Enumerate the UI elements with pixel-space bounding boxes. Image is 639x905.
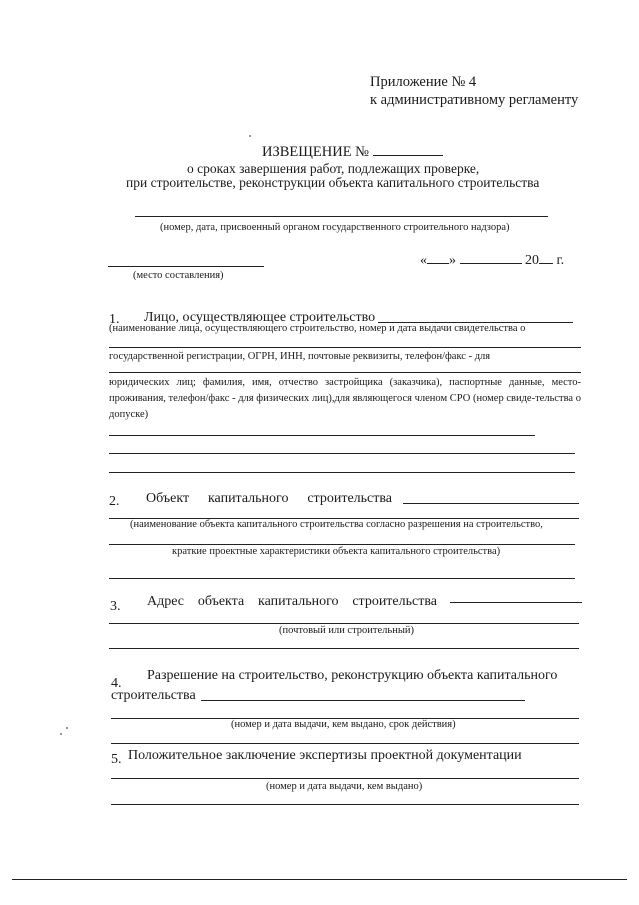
item-1-line-a[interactable] xyxy=(109,347,581,348)
item-2-caption-1: (наименование объекта капитального строительства согласно разрешения на строительство, xyxy=(130,519,543,530)
item-1-number: 1. xyxy=(109,312,120,327)
item-4-caption: (номер и дата выдачи, кем выдано, срок действия) xyxy=(231,719,456,730)
item-2-line-c[interactable] xyxy=(109,578,575,579)
date-year-suffix: г. xyxy=(556,253,565,268)
item-3-word-2: объекта xyxy=(197,594,245,609)
item-5-number: 5. xyxy=(111,752,122,767)
item-1-caption-1: (наименование лица, осуществляющего строительство, номер и дата выдачи свидетельства о xyxy=(109,323,526,334)
date-quote-open: « xyxy=(420,253,427,268)
scan-speck xyxy=(249,135,251,137)
item-3-caption: (почтовый или строительный) xyxy=(279,625,414,636)
item-3-word-3: капитального xyxy=(258,594,339,609)
item-1-caption-2: государственной регистрации, ОГРН, ИНН, почтовые реквизиты, телефон/факс - для xyxy=(109,351,491,362)
item-3-field[interactable] xyxy=(450,602,582,603)
registry-caption: (номер, дата, присвоенный органом государственного строительного надзора) xyxy=(160,222,510,233)
notice-number-field[interactable] xyxy=(373,143,443,156)
item-2-number: 2. xyxy=(109,494,120,509)
item-3-line-b[interactable] xyxy=(109,648,579,649)
place-caption: (место составления) xyxy=(133,270,224,281)
item-5-line-a[interactable] xyxy=(111,778,579,779)
item-5-label: Положительное заключение экспертизы проектной документации xyxy=(128,748,522,763)
title-text: ИЗВЕЩЕНИЕ № xyxy=(262,144,370,160)
item-3-word-4: строительства xyxy=(352,594,437,609)
item-2-field[interactable] xyxy=(403,503,579,504)
item-4-number: 4. xyxy=(111,676,122,691)
item-2-label xyxy=(146,491,392,507)
date-year-field[interactable] xyxy=(539,251,553,264)
scan-speck xyxy=(66,727,68,729)
item-1-caption-3: юридических лиц; фамилия, имя, отчество застройщика (заказчика), паспортные данные, место-проживания, телефон/факс - для физических лиц),для являющегося членом СРО (номер свиде-тельства о допуске) xyxy=(109,377,581,420)
subtitle-line-1: о сроках завершения работ, подлежащих проверке, xyxy=(187,161,480,176)
item-4-line-2: строительства xyxy=(111,688,196,703)
item-4-line-b[interactable] xyxy=(111,743,579,744)
date-quote-close: » xyxy=(449,253,456,268)
date-year-prefix: 20 xyxy=(525,253,539,268)
date-month-field[interactable] xyxy=(460,251,522,264)
item-2-line-b[interactable] xyxy=(109,544,575,545)
item-4-field[interactable] xyxy=(201,700,525,701)
item-1-line-e[interactable] xyxy=(109,472,575,473)
page-bottom-edge xyxy=(12,879,627,880)
item-2-word-3: строительства xyxy=(307,491,392,506)
item-2-caption-2: краткие проектные характеристики объекта капитального строительства) xyxy=(172,546,501,557)
place-field-line[interactable] xyxy=(108,266,264,267)
item-4-line-1: Разрешение на строительство, реконструкцию объекта капитального xyxy=(147,668,558,683)
registry-number-line[interactable] xyxy=(135,216,548,217)
scan-speck xyxy=(60,733,62,735)
item-5-caption: (номер и дата выдачи, кем выдано) xyxy=(266,781,423,792)
appendix-number: Приложение № 4 xyxy=(370,74,477,90)
date-field xyxy=(420,251,564,269)
item-1-line-d[interactable] xyxy=(109,453,575,454)
item-3-word-1: Адрес xyxy=(147,594,185,609)
item-2-word-2: капитального xyxy=(207,491,289,506)
item-5-line-b[interactable] xyxy=(111,804,579,805)
item-3-line-a[interactable] xyxy=(109,623,579,624)
subtitle-line-2: при строительстве, реконструкции объекта капитального строительства xyxy=(126,175,540,190)
item-1-label: Лицо, осуществляющее строительство xyxy=(144,310,376,325)
regulation-reference: к административному регламенту xyxy=(370,92,579,108)
item-3-label xyxy=(147,594,437,610)
item-2-word-1: Объект xyxy=(146,491,190,506)
document-title xyxy=(262,143,443,161)
item-3-number: 3. xyxy=(110,599,121,614)
item-1-line-c[interactable] xyxy=(109,435,535,436)
date-day-field[interactable] xyxy=(427,251,449,264)
item-1-line-b[interactable] xyxy=(109,372,581,373)
